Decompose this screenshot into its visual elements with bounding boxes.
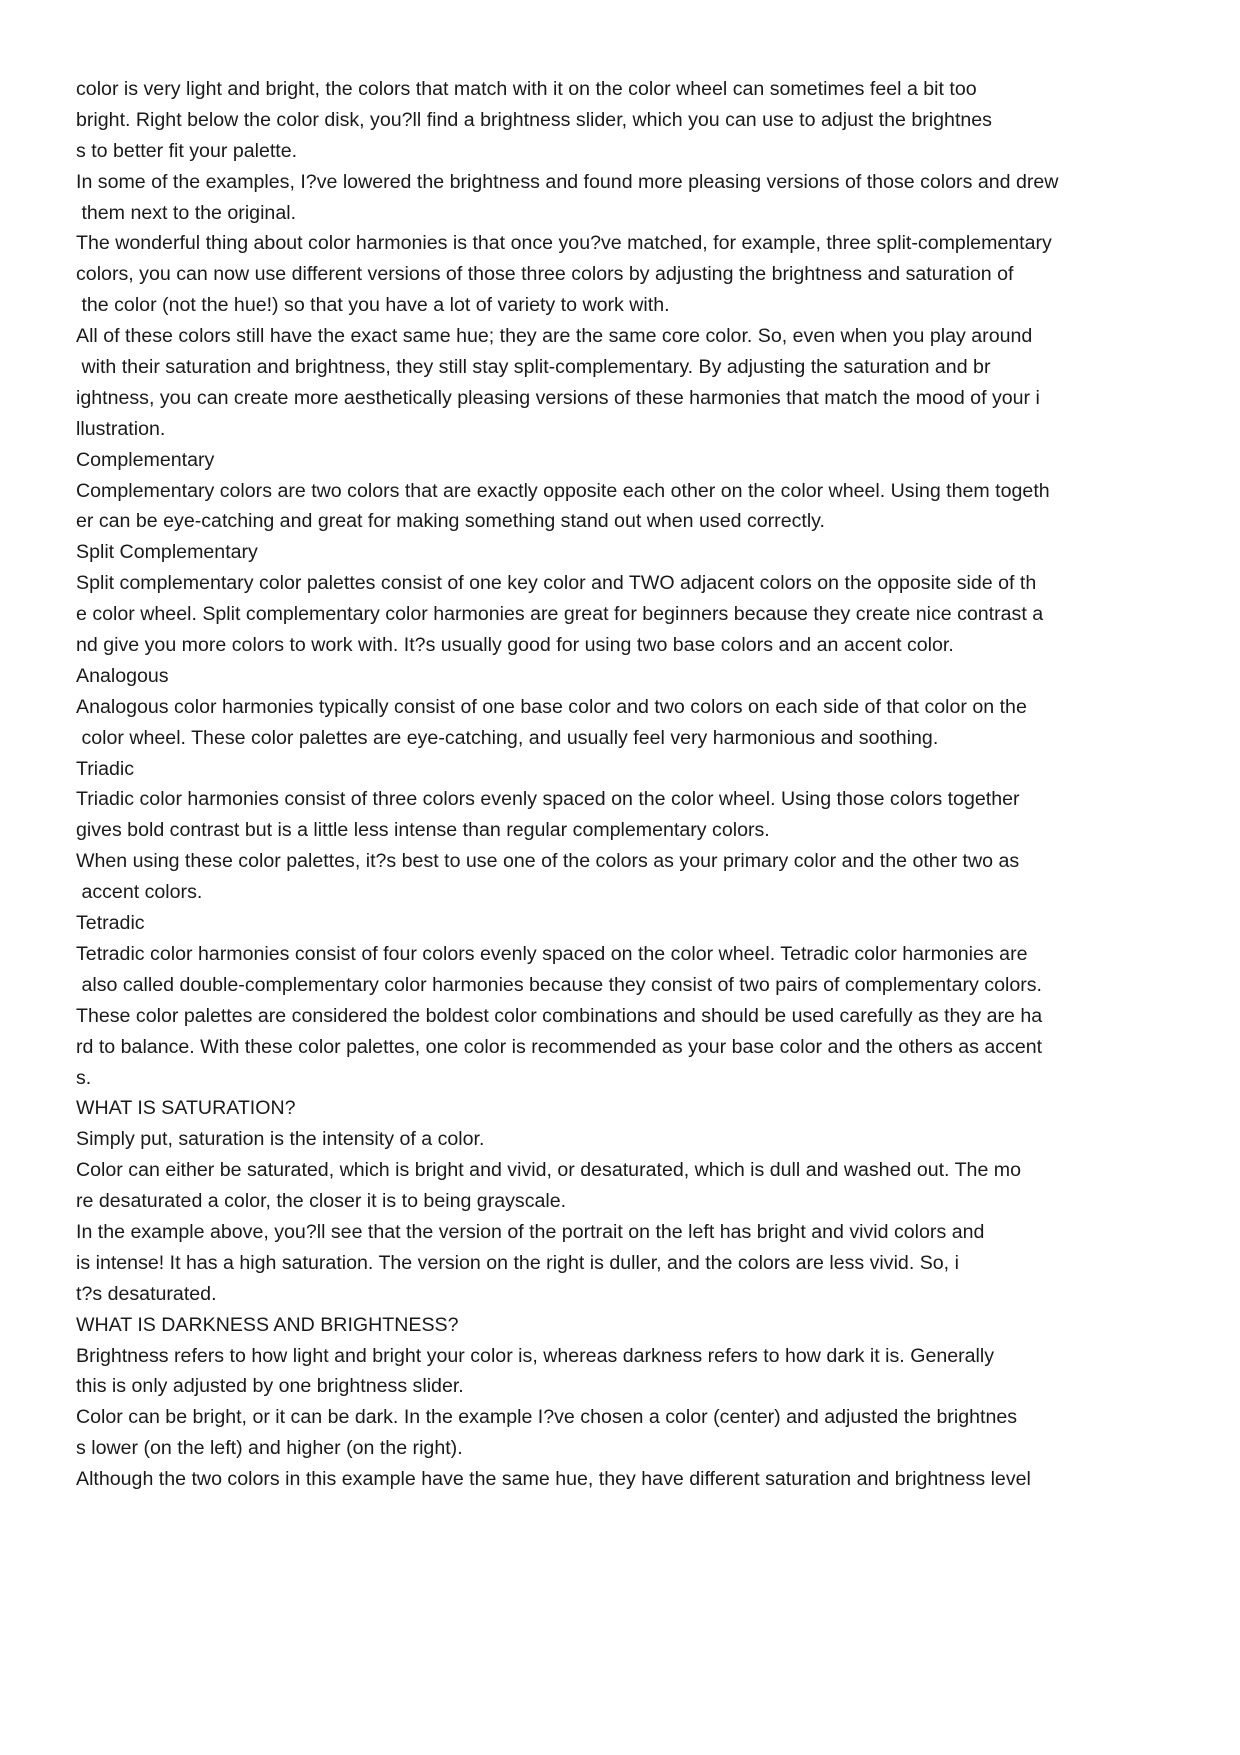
text-line: t?s desaturated. (76, 1282, 217, 1305)
text-line: Complementary (76, 448, 215, 471)
text-line: All of these colors still have the exact same hue; they are the same core color. So, even when you play around (76, 325, 1033, 348)
text-line: Color can either be saturated, which is bright and vivid, or desaturated, which is dull and washed out. The mo (76, 1159, 1022, 1182)
text-line: rd to balance. With these color palettes, one color is recommended as your base color and the others as accent (76, 1035, 1043, 1058)
text-line: color wheel. These color palettes are eye-catching, and usually feel very harmonious and soothing. (76, 726, 939, 749)
text-line: Complementary colors are two colors that are exactly opposite each other on the color wheel. Using them togeth (76, 479, 1050, 502)
text-line: is intense! It has a high saturation. The version on the right is duller, and the colors are less vivid. So, i (76, 1251, 959, 1274)
text-line: s lower (on the left) and higher (on the right). (76, 1437, 463, 1460)
text-line: Tetradic (76, 912, 145, 935)
text-line: also called double-complementary color harmonies because they consist of two pairs of complementary colors. (76, 973, 1042, 996)
text-line: s. (76, 1066, 92, 1089)
text-line: bright. Right below the color disk, you?ll find a brightness slider, which you can use to adjust the brightnes (76, 108, 992, 131)
text-line: with their saturation and brightness, they still stay split-complementary. By adjusting the saturation and br (76, 356, 991, 379)
text-line: ightness, you can create more aesthetically pleasing versions of these harmonies that match the mood of your i (76, 386, 1040, 409)
text-line: Triadic (76, 757, 135, 780)
text-line: Triadic color harmonies consist of three colors evenly spaced on the color wheel. Using those colors together (76, 788, 1020, 811)
text-line: color is very light and bright, the colors that match with it on the color wheel can sometimes feel a bit too (76, 78, 977, 100)
text-line: Brightness refers to how light and bright your color is, whereas darkness refers to how dark it is. Generally (76, 1344, 995, 1367)
text-line: the color (not the hue!) so that you have a lot of variety to work with. (76, 294, 670, 317)
text-line: gives bold contrast but is a little less intense than regular complementary colors. (76, 819, 770, 842)
text-line: this is only adjusted by one brightness slider. (76, 1375, 464, 1398)
text-line: re desaturated a color, the closer it is to being grayscale. (76, 1190, 567, 1213)
text-line: Simply put, saturation is the intensity of a color. (76, 1128, 485, 1151)
text-line: llustration. (76, 417, 166, 440)
text-line: er can be eye-catching and great for making something stand out when used correctly. (76, 510, 825, 533)
text-line: e color wheel. Split complementary color harmonies are great for beginners because they create nice contrast a (76, 603, 1044, 626)
text-line: The wonderful thing about color harmonies is that once you?ve matched, for example, three split-complementary (76, 232, 1052, 255)
text-line: colors, you can now use different versions of those three colors by adjusting the brightness and saturation of (76, 263, 1014, 286)
text-line: In some of the examples, I?ve lowered the brightness and found more pleasing versions of those colors and drew (76, 170, 1059, 193)
text-line: When using these color palettes, it?s best to use one of the colors as your primary color and the other two as (76, 850, 1020, 873)
text-line: nd give you more colors to work with. It?s usually good for using two base colors and an accent color. (76, 634, 954, 657)
text-line: s to better fit your palette. (76, 139, 298, 162)
text-line: Analogous (76, 664, 169, 687)
text-line: In the example above, you?ll see that the version of the portrait on the left has bright and vivid colors and (76, 1220, 985, 1243)
document-body (76, 74, 1216, 1495)
text-line: Tetradic color harmonies consist of four colors evenly spaced on the color wheel. Tetradic color harmonies are (76, 942, 1028, 965)
text-line: Split complementary color palettes consist of one key color and TWO adjacent colors on the opposite side of th (76, 572, 1037, 595)
text-line: WHAT IS SATURATION? (76, 1097, 296, 1120)
text-line: Although the two colors in this example have the same hue, they have different saturation and brightness level (76, 1468, 1031, 1491)
text-line: Color can be bright, or it can be dark. In the example I?ve chosen a color (center) and adjusted the brightnes (76, 1406, 1018, 1429)
text-line: These color palettes are considered the boldest color combinations and should be used carefully as they are ha (76, 1004, 1043, 1027)
text-line: accent colors. (76, 881, 203, 904)
text-line: them next to the original. (76, 201, 297, 224)
text-line: Split Complementary (76, 541, 258, 564)
text-line: WHAT IS DARKNESS AND BRIGHTNESS? (76, 1313, 459, 1336)
text-line: Analogous color harmonies typically consist of one base color and two colors on each side of that color on the (76, 695, 1027, 718)
